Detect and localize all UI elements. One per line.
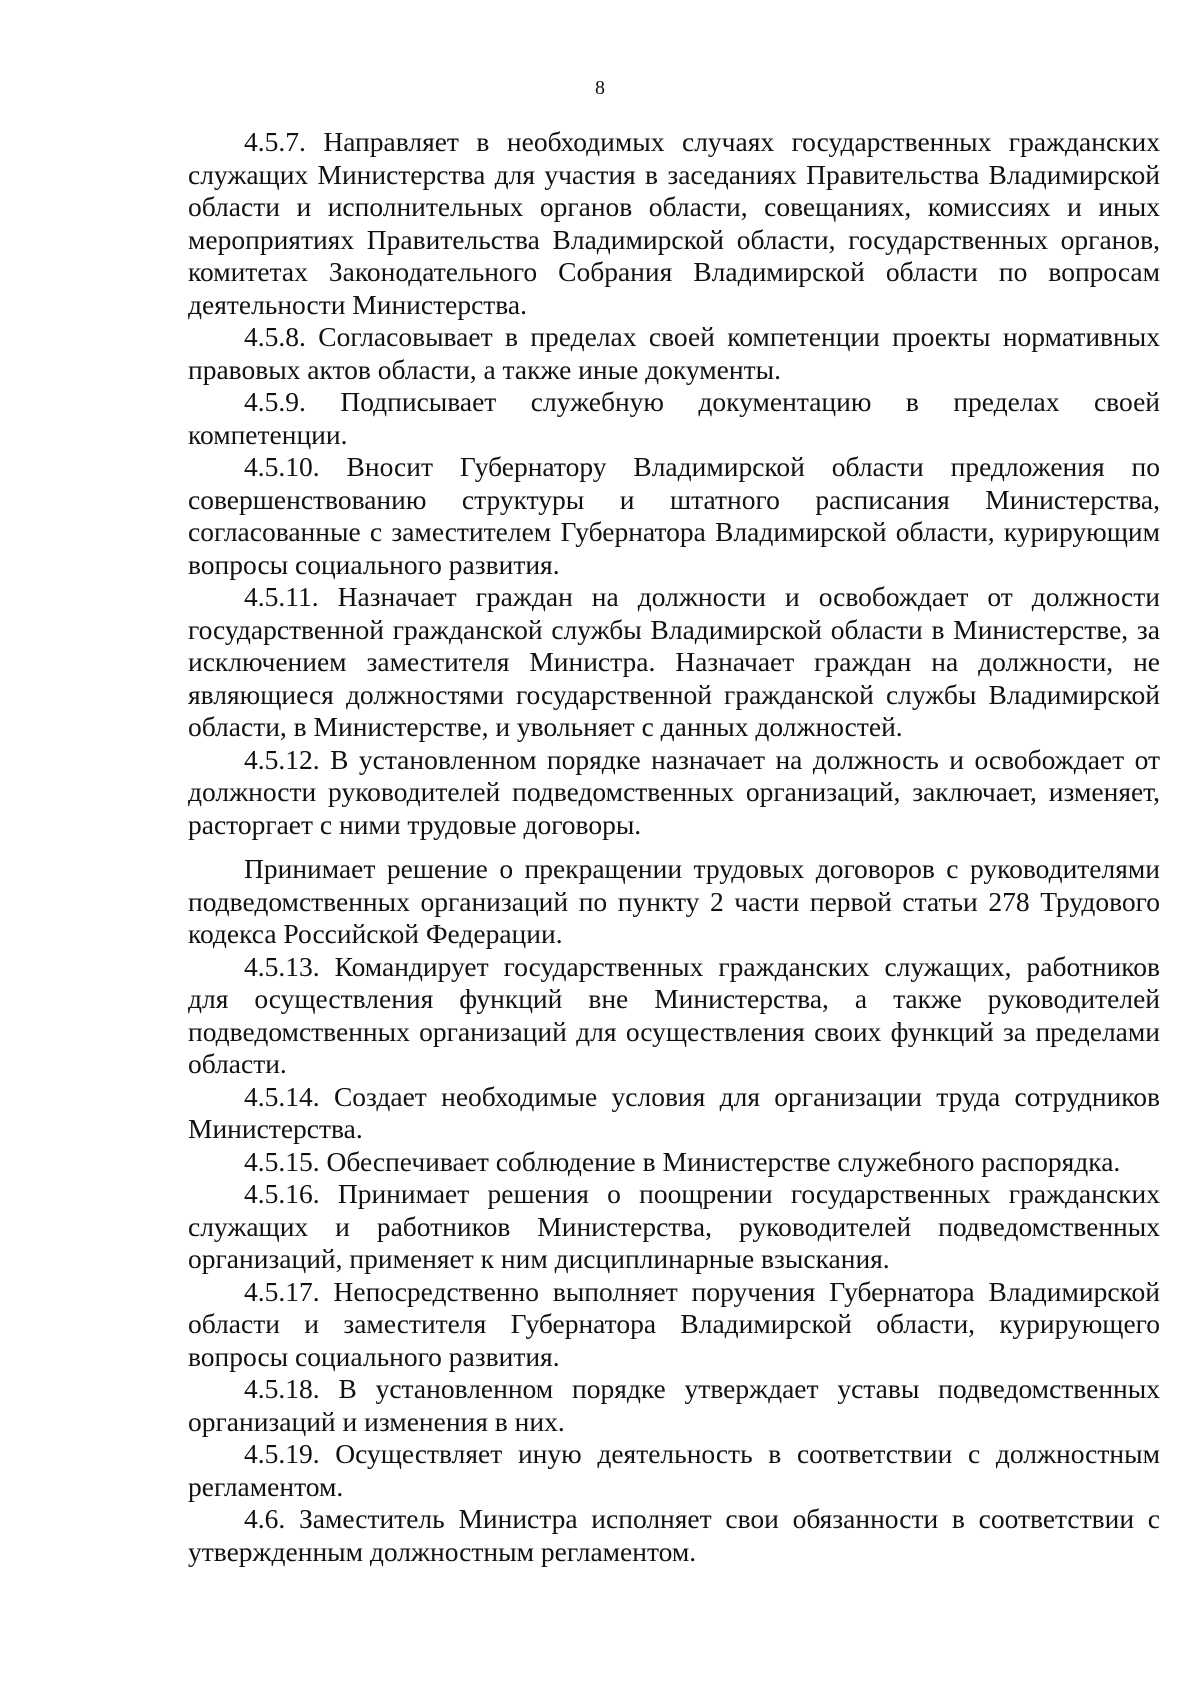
paragraph-4-5-17: 4.5.17. Непосредственно выполняет поручения Губернатора Владимирской области и заместителя Губернатора Владимирской области, курирующего вопросы социального развития. [188, 1275, 1160, 1372]
paragraph-4-5-18: 4.5.18. В установленном порядке утверждает уставы подведомственных организаций и изменения в них. [188, 1373, 1160, 1437]
paragraph-4-6: 4.6. Заместитель Министра исполняет свои обязанности в соответствии с утвержденным должностным регламентом. [188, 1503, 1160, 1567]
paragraph-4-5-8: 4.5.8. Согласовывает в пределах своей компетенции проекты нормативных правовых актов области, а также иные документы. [188, 321, 1160, 385]
document-body [188, 126, 1160, 1568]
paragraph-4-5-13: 4.5.13. Командирует государственных гражданских служащих, работников для осуществления функций вне Министерства, а также руководителей подведомственных организаций для осуществления своих функций за пределами области. [188, 950, 1160, 1079]
paragraph-4-5-14: 4.5.14. Создает необходимые условия для организации труда сотрудников Министерства. [188, 1080, 1160, 1144]
paragraph-4-5-15: 4.5.15. Обеспечивает соблюдение в Министерстве служебного распорядка. [244, 1145, 1121, 1177]
paragraph-4-5-12-continued: Принимает решение о прекращении трудовых договоров с руководителями подведомственных организаций по пункту 2 части первой статьи 278 Трудового кодекса Российской Федерации. [188, 853, 1160, 949]
paragraph-4-5-7: 4.5.7. Направляет в необходимых случаях государственных гражданских служащих Министерства для участия в заседаниях Правительства Владимирской области и исполнительных органов области, совещаниях, комиссиях и иных мероприятиях Правительства Владимирской области, государственных органов, комитетах Законодательного Собрания Владимирской области по вопросам деятельности Министерства. [188, 126, 1160, 320]
paragraph-4-5-16: 4.5.16. Принимает решения о поощрении государственных гражданских служащих и работников Министерства, руководителей подведомственных организаций, применяет к ним дисциплинарные взыскания. [188, 1178, 1160, 1274]
page-number: 8 [595, 77, 605, 99]
paragraph-4-5-9: 4.5.9. Подписывает служебную документацию в пределах своей компетенции. [188, 386, 1160, 450]
paragraph-4-5-12: 4.5.12. В установленном порядке назначает на должность и освобождает от должности руководителей подведомственных организаций, заключает, изменяет, расторгает с ними трудовые договоры. [188, 743, 1160, 840]
paragraph-4-5-11: 4.5.11. Назначает граждан на должности и освобождает от должности государственной гражданской службы Владимирской области в Министерстве, за исключением заместителя Министра. Назначает граждан на должности, не являющиеся должностями государственной гражданской службы Владимирской области, в Министерстве, и увольняет с данных должностей. [188, 581, 1160, 742]
paragraph-4-5-10: 4.5.10. Вносит Губернатору Владимирской области предложения по совершенствованию структуры и штатного расписания Министерства, согласованные с заместителем Губернатора Владимирской области, курирующим вопросы социального развития. [188, 451, 1160, 580]
paragraph-4-5-19: 4.5.19. Осуществляет иную деятельность в соответствии с должностным регламентом. [188, 1438, 1160, 1502]
